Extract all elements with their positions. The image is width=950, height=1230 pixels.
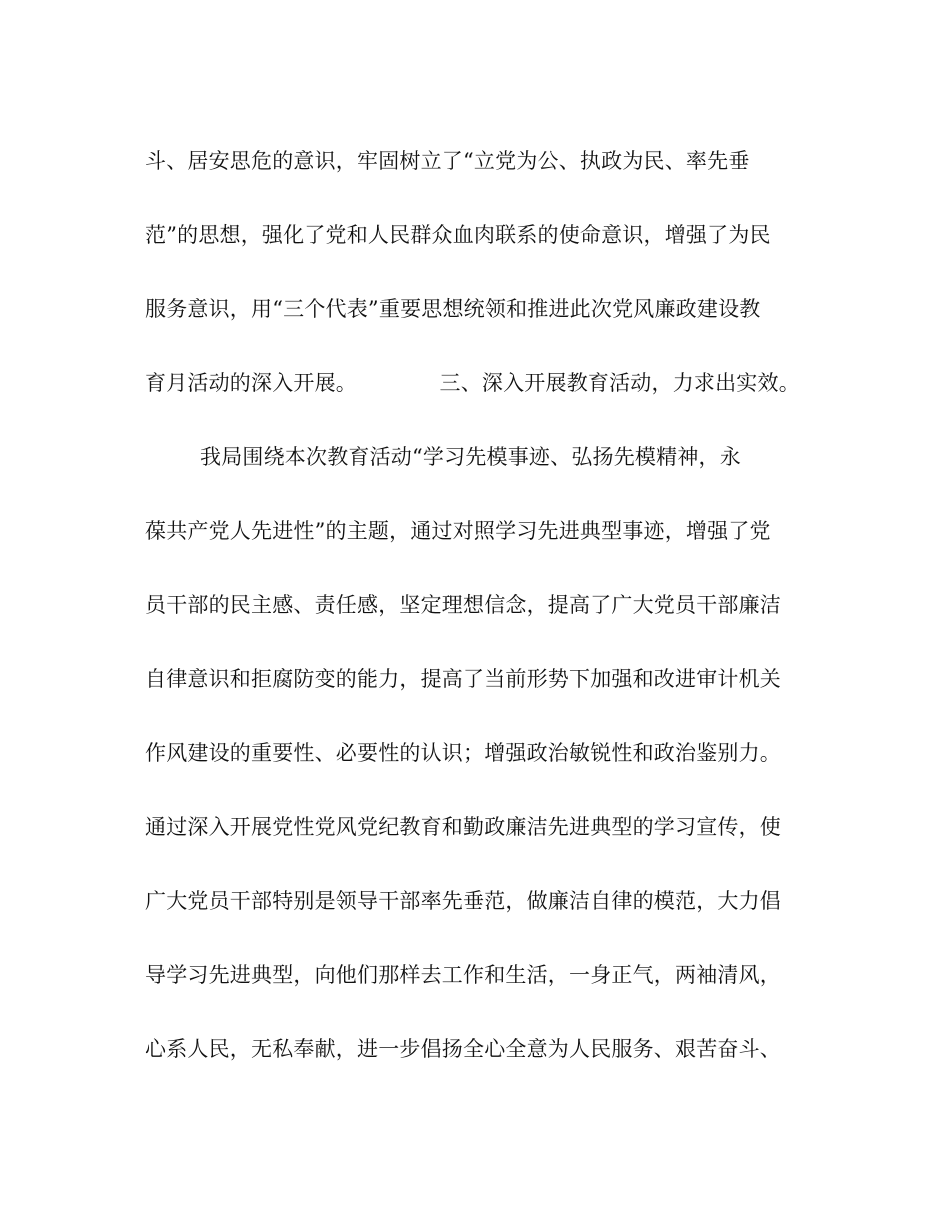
text-line: 范”的思想，强化了党和人民群众血肉联系的使命意识，增强了为民 (145, 223, 771, 247)
document-body (145, 138, 810, 1100)
text-line: 我局围绕本次教育活动“学习先模事迹、弘扬先模精神，永 (145, 445, 741, 469)
text-line: 心系人民，无私奉献，进一步倡扬全心全意为人民服务、艰苦奋斗、 (145, 1037, 781, 1061)
text-line: 导学习先进典型，向他们那样去工作和生活，一身正气，两袖清风， (145, 963, 781, 987)
text-line: 通过深入开展党性党风党纪教育和勤政廉洁先进典型的学习宣传，使 (145, 815, 781, 839)
text-line: 育月活动的深入开展。 三、深入开展教育活动，力求出实效。 (145, 371, 800, 395)
text-line: 葆共产党人先进性”的主题，通过对照学习先进典型事迹，增强了党 (145, 519, 771, 543)
text-line: 服务意识，用“三个代表”重要思想统领和推进此次党风廉政建设教 (145, 297, 761, 321)
text-line: 员干部的民主感、责任感，坚定理想信念，提高了广大党员干部廉洁 (145, 593, 781, 617)
text-line: 作风建设的重要性、必要性的认识；增强政治敏锐性和政治鉴别力。 (145, 741, 781, 765)
text-line: 斗、居安思危的意识，牢固树立了“立党为公、执政为民、率先垂 (145, 149, 750, 173)
text-line: 广大党员干部特别是领导干部率先垂范，做廉洁自律的模范，大力倡 (145, 889, 781, 913)
text-line: 自律意识和拒腐防变的能力，提高了当前形势下加强和改进审计机关 (145, 667, 781, 691)
